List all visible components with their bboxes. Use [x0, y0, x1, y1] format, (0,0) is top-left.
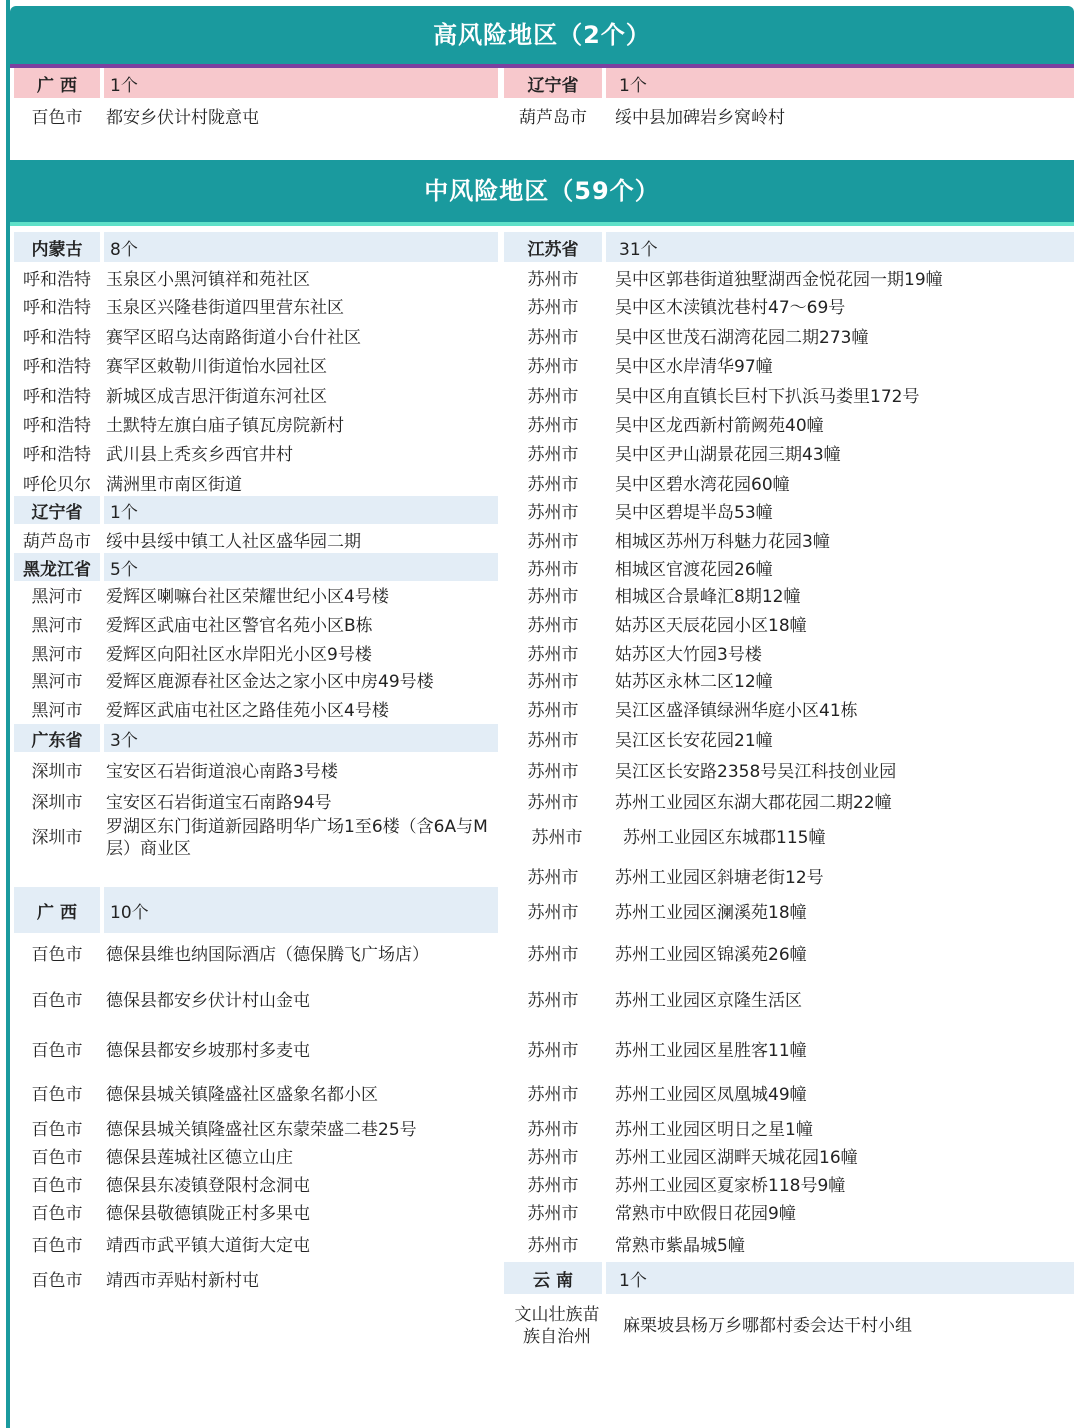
- city-cell: 黑河市: [31, 644, 83, 665]
- province-name: 黑龙江省: [14, 553, 104, 581]
- place-cell: 吴中区甪直镇长巨村下扒浜马娄里172号: [615, 386, 920, 407]
- city-cell: 苏州市: [527, 559, 579, 580]
- place-cell: 爱辉区武庙屯社区之路佳苑小区4号楼: [106, 700, 389, 721]
- place-cell: 新城区成吉思汗街道东河社区: [106, 386, 327, 407]
- table-row: [504, 1112, 1074, 1142]
- table-row: [504, 408, 1074, 438]
- place-cell: 苏州工业园区星胜客11幢: [615, 1040, 807, 1061]
- city-cell: 百色市: [31, 1203, 83, 1224]
- table-row: [14, 262, 498, 292]
- place-cell: 满洲里市南区街道: [106, 474, 242, 495]
- province-row: [14, 232, 498, 262]
- city-cell: 文山壮族苗族自治州: [514, 1305, 600, 1347]
- table-row: [504, 1228, 1074, 1258]
- place-cell: 德保县东凌镇登限村念洞屯: [106, 1175, 310, 1196]
- city-cell: 苏州市: [527, 761, 579, 782]
- city-cell: 苏州市: [527, 671, 579, 692]
- place-cell: 吴中区碧堤半岛53幢: [615, 502, 773, 523]
- table-row: [504, 553, 1074, 581]
- province-count: 1个: [110, 75, 138, 96]
- city-cell: 苏州市: [527, 474, 579, 495]
- city-cell: 百色市: [31, 1147, 83, 1168]
- city-cell: 呼和浩特: [23, 327, 91, 348]
- place-cell: 相城区苏州万科魅力花园3幢: [615, 531, 830, 552]
- table-row: [14, 785, 498, 815]
- place-cell: 罗湖区东门街道新园路明华广场1至6楼（含6A与M层）商业区: [106, 817, 488, 859]
- province-row: [14, 887, 498, 933]
- province-row: [504, 68, 1074, 98]
- table-row: [504, 785, 1074, 815]
- table-row: [14, 349, 498, 379]
- city-cell: 呼和浩特: [23, 444, 91, 465]
- table-row: [14, 935, 498, 969]
- table-row: [14, 1169, 498, 1197]
- table-row: [504, 290, 1074, 320]
- table-row: [504, 467, 1074, 497]
- place-cell: 靖西市弄贴村新村屯: [106, 1270, 259, 1291]
- province-name: 广 西: [14, 887, 104, 933]
- place-cell: 德保县都安乡伏计村山金屯: [106, 990, 310, 1011]
- place-cell: 爱辉区向阳社区水岸阳光小区9号楼: [106, 644, 372, 665]
- table-row: [504, 496, 1074, 524]
- city-cell: 苏州市: [527, 1147, 579, 1168]
- city-cell: 苏州市: [527, 386, 579, 407]
- mid-risk-header: 中风险地区（59个）: [10, 160, 1074, 226]
- place-cell: 苏州工业园区京隆生活区: [615, 990, 802, 1011]
- table-row: [14, 665, 498, 693]
- province-count: 8个: [110, 239, 138, 260]
- place-cell: 德保县维也纳国际酒店（德保腾飞广场店）: [106, 944, 429, 965]
- table-row: [504, 724, 1074, 752]
- province-row: [14, 724, 498, 752]
- province-name: 广 西: [14, 68, 104, 98]
- high-risk-header: 高风险地区（2个）: [10, 6, 1074, 68]
- place-cell: 姑苏区永林二区12幢: [615, 671, 773, 692]
- city-cell: 百色市: [31, 1235, 83, 1256]
- table-row: [504, 1169, 1074, 1197]
- place-cell: 苏州工业园区凤凰城49幢: [615, 1084, 807, 1105]
- table-row: [14, 694, 498, 722]
- table-row: [14, 754, 498, 784]
- city-cell: 苏州市: [527, 644, 579, 665]
- place-cell: 都安乡伏计村陇意屯: [106, 107, 259, 128]
- table-row: [504, 861, 1074, 889]
- place-cell: 相城区官渡花园26幢: [615, 559, 773, 580]
- province-row: [14, 553, 498, 581]
- province-count: 10个: [110, 902, 149, 923]
- place-cell: 爱辉区喇嘛台社区荣耀世纪小区4号楼: [106, 586, 389, 607]
- city-cell: 百色市: [31, 1084, 83, 1105]
- place-cell: 姑苏区大竹园3号楼: [615, 644, 762, 665]
- city-cell: 深圳市: [31, 828, 83, 848]
- place-cell: 吴中区水岸清华97幢: [615, 356, 773, 377]
- table-row: [504, 935, 1074, 969]
- table-row: [504, 262, 1074, 292]
- table-row: [504, 1141, 1074, 1169]
- table-row: [14, 978, 498, 1018]
- city-cell: 苏州市: [527, 990, 579, 1011]
- table-row: [504, 815, 1074, 861]
- place-cell: 苏州工业园区夏家桥118号9幢: [615, 1175, 846, 1196]
- city-cell: 深圳市: [31, 792, 83, 813]
- place-cell: 苏州工业园区锦溪苑26幢: [615, 944, 807, 965]
- place-cell: 苏州工业园区湖畔天城花园16幢: [615, 1147, 858, 1168]
- place-cell: 玉泉区兴隆巷街道四里营东社区: [106, 297, 344, 318]
- table-row: [14, 1141, 498, 1169]
- table-row: [14, 609, 498, 637]
- place-cell: 宝安区石岩街道宝石南路94号: [106, 792, 332, 813]
- city-cell: 呼和浩特: [23, 415, 91, 436]
- city-cell: 呼伦贝尔: [23, 474, 91, 495]
- province-name: 内蒙古: [14, 232, 104, 262]
- place-cell: 吴中区碧水湾花园60幢: [615, 474, 790, 495]
- table-row: [504, 609, 1074, 637]
- table-row: [504, 1028, 1074, 1068]
- city-cell: 苏州市: [527, 327, 579, 348]
- province-count: 1个: [619, 1270, 647, 1291]
- place-cell: 相城区合景峰汇8期12幢: [615, 586, 801, 607]
- city-cell: 百色市: [31, 1175, 83, 1196]
- province-name: 云 南: [504, 1262, 606, 1294]
- table-row: [14, 580, 498, 608]
- province-count: 1个: [619, 75, 647, 96]
- city-cell: 苏州市: [527, 1040, 579, 1061]
- table-row: [504, 694, 1074, 722]
- place-cell: 绥中县绥中镇工人社区盛华园二期: [106, 531, 361, 552]
- city-cell: 苏州市: [527, 730, 579, 751]
- province-row: [504, 1262, 1074, 1294]
- table-row: [504, 978, 1074, 1018]
- place-cell: 赛罕区敕勒川街道怡水园社区: [106, 356, 327, 377]
- city-cell: 苏州市: [527, 531, 579, 552]
- city-cell: 百色市: [31, 990, 83, 1011]
- province-count: 31个: [619, 239, 658, 260]
- city-cell: 苏州市: [527, 269, 579, 290]
- city-cell: 苏州市: [527, 615, 579, 636]
- table-row: [504, 320, 1074, 350]
- place-cell: 吴中区木渎镇沈巷村47～69号: [615, 297, 846, 318]
- province-name: 广东省: [14, 724, 104, 752]
- table-row: [14, 467, 498, 497]
- province-name: 江苏省: [504, 232, 606, 262]
- table-row: [504, 100, 1074, 130]
- table-row: [504, 349, 1074, 379]
- place-cell: 德保县城关镇隆盛社区东蒙荣盛二巷25号: [106, 1119, 417, 1140]
- city-cell: 苏州市: [527, 1203, 579, 1224]
- place-cell: 赛罕区昭乌达南路街道小台什社区: [106, 327, 361, 348]
- city-cell: 苏州市: [527, 1175, 579, 1196]
- city-cell: 苏州市: [527, 444, 579, 465]
- place-cell: 玉泉区小黑河镇祥和苑社区: [106, 269, 310, 290]
- city-cell: 葫芦岛市: [23, 531, 91, 552]
- city-cell: 黑河市: [31, 671, 83, 692]
- place-cell: 宝安区石岩街道浪心南路3号楼: [106, 761, 338, 782]
- table-row: [14, 379, 498, 409]
- place-cell: 武川县上秃亥乡西官井村: [106, 444, 293, 465]
- table-row: [504, 379, 1074, 409]
- place-cell: 苏州工业园区斜塘老街12号: [615, 867, 824, 888]
- table-row: [504, 895, 1074, 925]
- city-cell: 苏州市: [527, 944, 579, 965]
- place-cell: 吴中区郭巷街道独墅湖西金悦花园一期19幢: [615, 269, 943, 290]
- table-row: [504, 437, 1074, 467]
- place-cell: 吴江区长安路2358号吴江科技创业园: [615, 761, 897, 782]
- place-cell: 吴中区龙西新村箭阙苑40幢: [615, 415, 824, 436]
- province-count: 5个: [110, 559, 138, 580]
- place-cell: 靖西市武平镇大道街大定屯: [106, 1235, 310, 1256]
- city-cell: 黑河市: [31, 615, 83, 636]
- city-cell: 苏州市: [527, 902, 579, 923]
- table-row: [14, 1074, 498, 1110]
- place-cell: 姑苏区天辰花园小区18幢: [615, 615, 807, 636]
- table-row: [504, 754, 1074, 784]
- city-cell: 百色市: [31, 1040, 83, 1061]
- place-cell: 德保县城关镇隆盛社区盛象名都小区: [106, 1084, 378, 1105]
- place-cell: 苏州工业园区东湖大郡花园二期22幢: [615, 792, 892, 813]
- table-row: [14, 437, 498, 467]
- province-name: 辽宁省: [504, 68, 606, 98]
- place-cell: 绥中县加碑岩乡窝岭村: [615, 107, 785, 128]
- table-row: [504, 1197, 1074, 1225]
- place-cell: 爱辉区鹿源春社区金达之家小区中房49号楼: [106, 671, 434, 692]
- place-cell: 德保县莲城社区德立山庄: [106, 1147, 293, 1168]
- place-cell: 吴中区尹山湖景花园三期43幢: [615, 444, 841, 465]
- place-cell: 吴江区长安花园21幢: [615, 730, 773, 751]
- table-row: [14, 1112, 498, 1142]
- place-cell: 吴江区盛泽镇绿洲华庭小区41栋: [615, 700, 858, 721]
- city-cell: 呼和浩特: [23, 269, 91, 290]
- place-cell: 苏州工业园区澜溪苑18幢: [615, 902, 807, 923]
- table-row: [504, 580, 1074, 608]
- city-cell: 呼和浩特: [23, 297, 91, 318]
- place-cell: 苏州工业园区东城郡115幢: [623, 828, 826, 848]
- table-row: [14, 1028, 498, 1068]
- table-row: [14, 320, 498, 350]
- city-cell: 黑河市: [31, 700, 83, 721]
- province-row: [504, 232, 1074, 262]
- city-cell: 苏州市: [527, 502, 579, 523]
- table-row: [504, 638, 1074, 666]
- city-cell: 呼和浩特: [23, 356, 91, 377]
- province-row: [14, 496, 498, 524]
- city-cell: 苏州市: [527, 1084, 579, 1105]
- table-row: [14, 100, 498, 130]
- city-cell: 苏州市: [527, 700, 579, 721]
- place-cell: 德保县都安乡坡那村多麦屯: [106, 1040, 310, 1061]
- city-cell: 百色市: [31, 107, 83, 128]
- place-cell: 爱辉区武庙屯社区警官名苑小区B栋: [106, 615, 373, 636]
- table-row: [14, 1262, 498, 1294]
- city-cell: 苏州市: [527, 1119, 579, 1140]
- city-cell: 呼和浩特: [23, 386, 91, 407]
- province-count: 1个: [110, 502, 138, 523]
- city-cell: 苏州市: [527, 415, 579, 436]
- table-row: [14, 1197, 498, 1225]
- city-cell: 苏州市: [527, 586, 579, 607]
- table-row: [14, 815, 498, 861]
- table-row: [14, 408, 498, 438]
- place-cell: 麻栗坡县杨万乡哪都村委会达干村小组: [623, 1316, 912, 1336]
- table-row: [14, 1228, 498, 1258]
- city-cell: 百色市: [31, 1119, 83, 1140]
- province-count: 3个: [110, 730, 138, 751]
- table-row: [504, 525, 1074, 553]
- city-cell: 苏州市: [527, 1235, 579, 1256]
- place-cell: 苏州工业园区明日之星1幢: [615, 1119, 813, 1140]
- table-row: [504, 1074, 1074, 1110]
- city-cell: 百色市: [31, 944, 83, 965]
- city-cell: 苏州市: [527, 792, 579, 813]
- city-cell: 黑河市: [31, 586, 83, 607]
- city-cell: 苏州市: [527, 867, 579, 888]
- city-cell: 苏州市: [531, 828, 583, 848]
- city-cell: 葫芦岛市: [519, 107, 587, 128]
- province-name: 辽宁省: [14, 496, 104, 524]
- city-cell: 百色市: [31, 1270, 83, 1291]
- table-row: [14, 290, 498, 320]
- table-row: [14, 638, 498, 666]
- place-cell: 德保县敬德镇陇正村多果屯: [106, 1203, 310, 1224]
- place-cell: 吴中区世茂石湖湾花园二期273幢: [615, 327, 869, 348]
- city-cell: 苏州市: [527, 297, 579, 318]
- place-cell: 常熟市紫晶城5幢: [615, 1235, 745, 1256]
- table-row: [504, 665, 1074, 693]
- city-cell: 苏州市: [527, 356, 579, 377]
- province-row: [14, 68, 498, 98]
- place-cell: 常熟市中欧假日花园9幢: [615, 1203, 796, 1224]
- table-row: [14, 525, 498, 553]
- city-cell: 深圳市: [31, 761, 83, 782]
- table-row: [504, 1300, 1074, 1352]
- place-cell: 土默特左旗白庙子镇瓦房院新村: [106, 415, 344, 436]
